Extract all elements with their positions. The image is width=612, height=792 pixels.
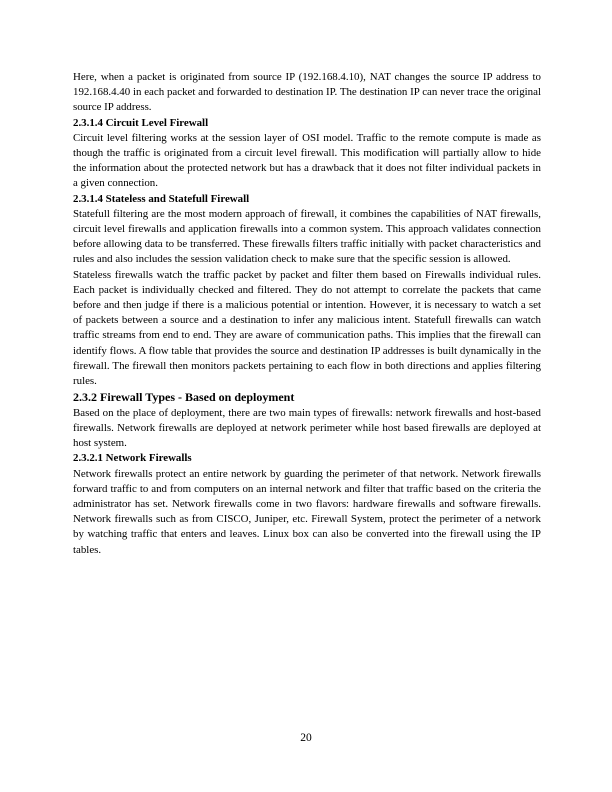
circuit-level-paragraph: Circuit level filtering works at the session layer of OSI model. Traffic to the remote compute is made as though the traffic is originated from a circuit level firewall. This modification will partially allow to hide the information about the protected network but has a drawback that it does not filter individual packets in a given connection. bbox=[73, 131, 541, 190]
stateless-paragraph: Stateless firewalls watch the traffic packet by packet and filter them based on Firewalls individual rules. Each packet is individually checked and filtered. They do not attempt to correlate the packets that came before and then judge if there is a malicious potential or intention. However, it is necessary to watch a set of packets between a source and a destination to infer any malicious intent. Statefull firewalls can watch traffic streams from end to end. They are aware of communication paths. This implies that the firewall can identify flows. A flow table that provides the source and destination IP addresses is built dynamically in the firewall. The firewall then monitors packets pertaining to each flow in both directions and applies filtering rules. bbox=[73, 268, 541, 388]
heading-network-firewalls: 2.3.2.1 Network Firewalls bbox=[73, 452, 192, 465]
heading-circuit-level-firewall: 2.3.1.4 Circuit Level Firewall bbox=[73, 116, 209, 129]
network-firewalls-paragraph: Network firewalls protect an entire network by guarding the perimeter of that network. Network firewalls forward traffic to and from computers on an internal network and filter that traffic based on the criteria the administrator has set. Network firewalls come in two flavors: hardware firewalls and software firewalls. Network firewalls such as from CISCO, Juniper, etc. Firewall System, protect the perimeter of a network by watching traffic that enters and leaves. Linux box can also be converted into the firewall using the IP tables. bbox=[73, 467, 541, 556]
statefull-paragraph: Statefull filtering are the most modern approach of firewall, it combines the capabilities of NAT firewalls, circuit level firewalls and application firewalls into a common system. This approach validates connection before allowing data to be transferred. These firewalls filters traffic initially with packet characteristics and rules and also includes the session validation check to make sure that the specific session is allowed. bbox=[73, 207, 541, 266]
deployment-paragraph: Based on the place of deployment, there are two main types of firewalls: network firewalls and host-based firewalls. Network firewalls are deployed at network perimeter while host based firewalls are deployed at host system. bbox=[73, 406, 541, 450]
page-number: 20 bbox=[300, 732, 312, 744]
document-body bbox=[73, 70, 541, 558]
nat-paragraph: Here, when a packet is originated from source IP (192.168.4.10), NAT changes the source IP address to 192.168.4.40 in each packet and forwarded to destination IP. The destination IP can never trace the original source IP address. bbox=[73, 71, 541, 114]
heading-firewall-types-deployment: 2.3.2 Firewall Types - Based on deployment bbox=[73, 390, 295, 405]
heading-stateless-statefull-firewall: 2.3.1.4 Stateless and Statefull Firewall bbox=[73, 192, 250, 205]
